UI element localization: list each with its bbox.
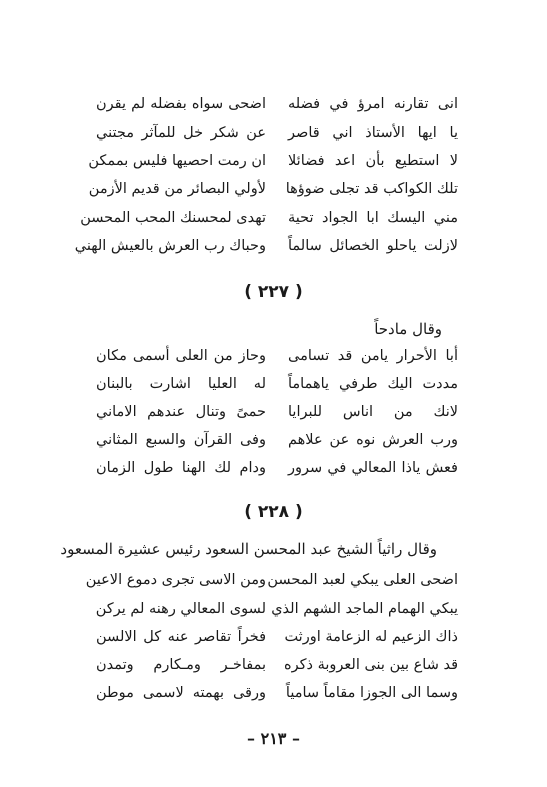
verse-line xyxy=(88,149,458,173)
verse-line xyxy=(96,372,458,396)
verse-second-hemistich: وحاز من العلى أسمى مكان xyxy=(96,348,266,364)
verse-line xyxy=(96,597,458,621)
verse-line xyxy=(96,121,458,145)
verse-line xyxy=(96,344,458,368)
verse-second-hemistich: لأولي البصائر من قديم الأزمن xyxy=(88,181,266,197)
verse-line xyxy=(96,681,458,705)
verse-first-hemistich: لا استطيع بأن اعد فضائلا xyxy=(288,153,458,169)
verse-line xyxy=(88,177,458,201)
verse-second-hemistich: وحباك رب العرش بالعيش الهني xyxy=(74,238,266,254)
verse-second-hemistich: اضحى سواه بفضله لم يقرن xyxy=(96,96,266,112)
verse-first-hemistich: قد شاع بين بنى العروبة ذكره xyxy=(284,657,458,673)
verse-first-hemistich: لانك من اناس للبرايا xyxy=(288,404,458,420)
verse-first-hemistich: ذاك الزعيم له الزعامة اورثت xyxy=(284,629,458,645)
verse-second-hemistich: بمفاخـر ومـكارم وتمدن xyxy=(96,657,266,673)
verse-first-hemistich: لازلت ياحلو الخصائل سالماً xyxy=(288,238,458,254)
verse-second-hemistich: ومن الاسى تجرى دموع الاعين xyxy=(85,572,266,588)
verse-first-hemistich: انى تقارنه امرؤ في فضله xyxy=(288,96,458,112)
verse-first-hemistich: أبا الأحرار يامن قد تسامى xyxy=(288,348,458,364)
section-intro: وقال راثياً الشيخ عبد المحسن السعود رئيس عشيرة المسعود xyxy=(60,540,437,558)
page-number: – ٢١٣ – xyxy=(247,729,300,748)
verse-first-hemistich: مني اليسك ابا الجواد تحية xyxy=(288,210,458,226)
section-number: ( ٢٢٨ ) xyxy=(244,502,303,522)
section-number: ( ٢٢٧ ) xyxy=(244,282,303,302)
verse-second-hemistich: عن شكر خل للمآثر مجتني xyxy=(96,125,266,141)
verse-line xyxy=(85,568,458,592)
verse-first-hemistich: فعش ياذا المعالي في سرور xyxy=(288,460,458,476)
verse-second-hemistich: تهدى لمحسنك المحب المحسن xyxy=(80,210,266,226)
verse-first-hemistich: وسما الى الجوزا مقاماً سامياً xyxy=(285,685,458,701)
verse-line xyxy=(96,456,458,480)
verse-first-hemistich: يبكي الهمام الماجد الشهم الذي xyxy=(271,601,458,617)
verse-line xyxy=(74,234,458,258)
verse-first-hemistich: اضحى العلى يبكي لعبد المحسن xyxy=(267,572,458,588)
verse-line xyxy=(96,653,458,677)
verse-second-hemistich: ورقى بهمته لاسمى موطن xyxy=(96,685,266,701)
verse-line xyxy=(96,625,458,649)
verse-second-hemistich: حمىً وتنال عندهم الاماني xyxy=(96,404,266,420)
verse-second-hemistich: فخراً تقاصر عنه كل الالسن xyxy=(96,629,266,645)
verse-second-hemistich: ودام لك الهنا طول الزمان xyxy=(96,460,266,476)
verse-second-hemistich: لسوى المعالي رهنه لم يركن xyxy=(95,601,266,617)
verse-second-hemistich: وفى القرآن والسبع المثاني xyxy=(96,432,266,448)
verse-line xyxy=(96,428,458,452)
verse-first-hemistich: يا ايها الأستاذ اني قاصر xyxy=(288,125,458,141)
verse-first-hemistich: ورب العرش نوه عن علاهم xyxy=(288,432,458,448)
verse-line xyxy=(96,92,458,116)
verse-line xyxy=(96,400,458,424)
verse-first-hemistich: تلك الكواكب قد تجلى ضوؤها xyxy=(285,181,458,197)
verse-first-hemistich: مددت اليك طرفي ياهماماً xyxy=(288,376,458,392)
verse-line xyxy=(80,206,458,230)
verse-second-hemistich: له العليا اشارت بالبنان xyxy=(96,376,266,392)
verse-second-hemistich: ان رمت احصيها فليس بممكن xyxy=(88,153,266,169)
section-intro: وقال مادحاً xyxy=(374,320,442,338)
